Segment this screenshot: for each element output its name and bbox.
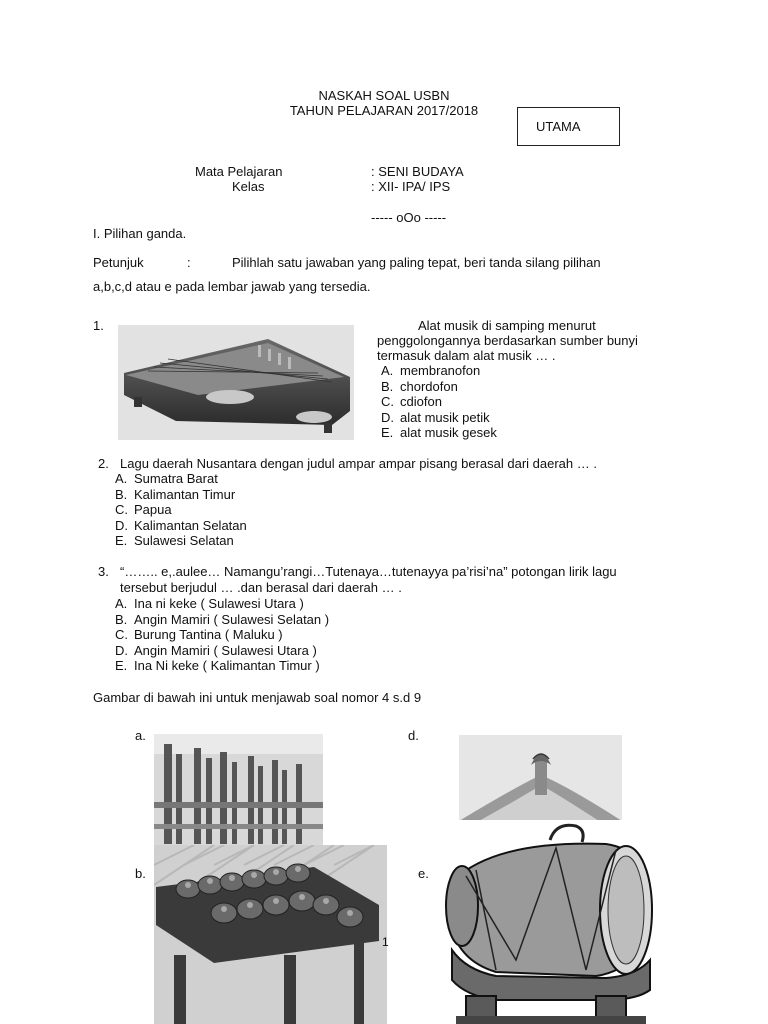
rebab-image: [459, 735, 622, 821]
doc-title: NASKAH SOAL USBN: [318, 88, 450, 103]
q1-stem-2: penggolongannya berdasarkan sumber bunyi: [377, 333, 638, 348]
option-text: Burung Tantina ( Maluku ): [134, 627, 283, 642]
q2-options: [115, 471, 247, 549]
utama-box: [517, 107, 620, 146]
kecapi-image: [118, 325, 354, 440]
kendang-image: [436, 820, 666, 1024]
q1-stem-3: termasuk dalam alat musik … .: [377, 348, 556, 363]
bonang-icon: [154, 845, 387, 1024]
option-letter: B.: [115, 611, 128, 627]
option-letter: E.: [115, 533, 128, 548]
subject-value: : SENI BUDAYA: [371, 164, 464, 179]
q2-number: 2.: [98, 456, 109, 471]
q2-option-e[interactable]: [115, 533, 247, 549]
q1-option-e[interactable]: [381, 425, 497, 441]
option-letter: E.: [115, 658, 128, 673]
option-letter: C.: [115, 627, 128, 642]
q1-option-c[interactable]: [381, 394, 497, 410]
kendang-icon: [436, 820, 666, 1024]
q1-options: [381, 363, 497, 441]
option-letter: A.: [381, 363, 394, 378]
option-text: membranofon: [400, 363, 481, 378]
bonang-image: [154, 845, 387, 1024]
option-text: Angin Mamiri ( Sulawesi Selatan ): [134, 611, 330, 627]
option-letter: D.: [115, 642, 128, 658]
option-letter: B.: [381, 378, 394, 394]
page-number: 1: [382, 935, 389, 949]
section-title: I. Pilihan ganda.: [93, 226, 187, 241]
instruction-colon: :: [187, 255, 191, 270]
option-text: Ina Ni keke ( Kalimantan Timur ): [134, 658, 320, 673]
image-label-d: d.: [408, 728, 419, 743]
instruction-label: Petunjuk: [93, 255, 144, 270]
subject-label: Mata Pelajaran: [195, 164, 283, 179]
class-label: Kelas: [232, 179, 265, 194]
option-text: Sumatra Barat: [134, 471, 218, 486]
q2-option-c[interactable]: [115, 502, 247, 518]
q1-option-b[interactable]: [381, 379, 497, 395]
divider: ----- oOo -----: [371, 210, 447, 225]
q3-option-c[interactable]: [115, 627, 329, 643]
option-letter: D.: [381, 409, 394, 425]
option-letter: A.: [115, 471, 128, 486]
option-letter: D.: [115, 517, 128, 533]
class-value: : XII- IPA/ IPS: [371, 179, 451, 194]
q3-option-d[interactable]: [115, 643, 329, 659]
q3-number: 3.: [98, 564, 109, 579]
option-text: chordofon: [400, 378, 458, 394]
option-letter: B.: [115, 486, 128, 502]
q1-stem-1: Alat musik di samping menurut: [418, 318, 596, 333]
option-text: Kalimantan Selatan: [134, 517, 247, 533]
angklung-image: [154, 734, 323, 845]
q3-options: [115, 596, 329, 674]
q2-stem: Lagu daerah Nusantara dengan judul ampar ampar pisang berasal dari daerah … .: [120, 456, 597, 471]
rebab-icon: [459, 735, 622, 821]
option-text: Papua: [134, 502, 172, 517]
q3-option-a[interactable]: [115, 596, 329, 612]
q2-option-a[interactable]: [115, 471, 247, 487]
option-letter: A.: [115, 596, 128, 611]
q3-stem-1: “…….. e,.aulee… Namangu’rangi…Tutenaya…tutenayya pa’risi’na” potongan lirik lagu: [120, 564, 617, 579]
option-text: alat musik gesek: [400, 425, 497, 440]
q3-option-e[interactable]: [115, 658, 329, 674]
instruction-line-1: Pilihlah satu jawaban yang paling tepat, beri tanda silang pilihan: [232, 255, 601, 270]
q1-option-d[interactable]: [381, 410, 497, 426]
q2-option-b[interactable]: [115, 487, 247, 503]
option-letter: C.: [115, 502, 128, 517]
option-text: Ina ni keke ( Sulawesi Utara ): [134, 596, 304, 611]
q3-stem-2: tersebut berjudul … .dan berasal dari daerah … .: [120, 580, 402, 595]
image-label-b: b.: [135, 866, 146, 881]
option-text: Kalimantan Timur: [134, 486, 236, 502]
instruction-line-2: a,b,c,d atau e pada lembar jawab yang tersedia.: [93, 279, 371, 294]
utama-label: UTAMA: [536, 119, 581, 134]
q1-number: 1.: [93, 318, 104, 333]
angklung-icon: [154, 734, 323, 845]
images-intro: Gambar di bawah ini untuk menjawab soal nomor 4 s.d 9: [93, 690, 422, 705]
option-text: Sulawesi Selatan: [134, 533, 234, 548]
option-text: alat musik petik: [400, 409, 490, 425]
option-text: Angin Mamiri ( Sulawesi Utara ): [134, 642, 317, 658]
image-label-a: a.: [135, 728, 146, 743]
image-label-e: e.: [418, 866, 429, 881]
q2-option-d[interactable]: [115, 518, 247, 534]
option-text: cdiofon: [400, 394, 442, 409]
option-letter: C.: [381, 394, 394, 409]
q3-option-b[interactable]: [115, 612, 329, 628]
doc-year: TAHUN PELAJARAN 2017/2018: [289, 103, 479, 118]
kecapi-icon: [118, 325, 354, 440]
option-letter: E.: [381, 425, 394, 440]
q1-option-a[interactable]: [381, 363, 497, 379]
